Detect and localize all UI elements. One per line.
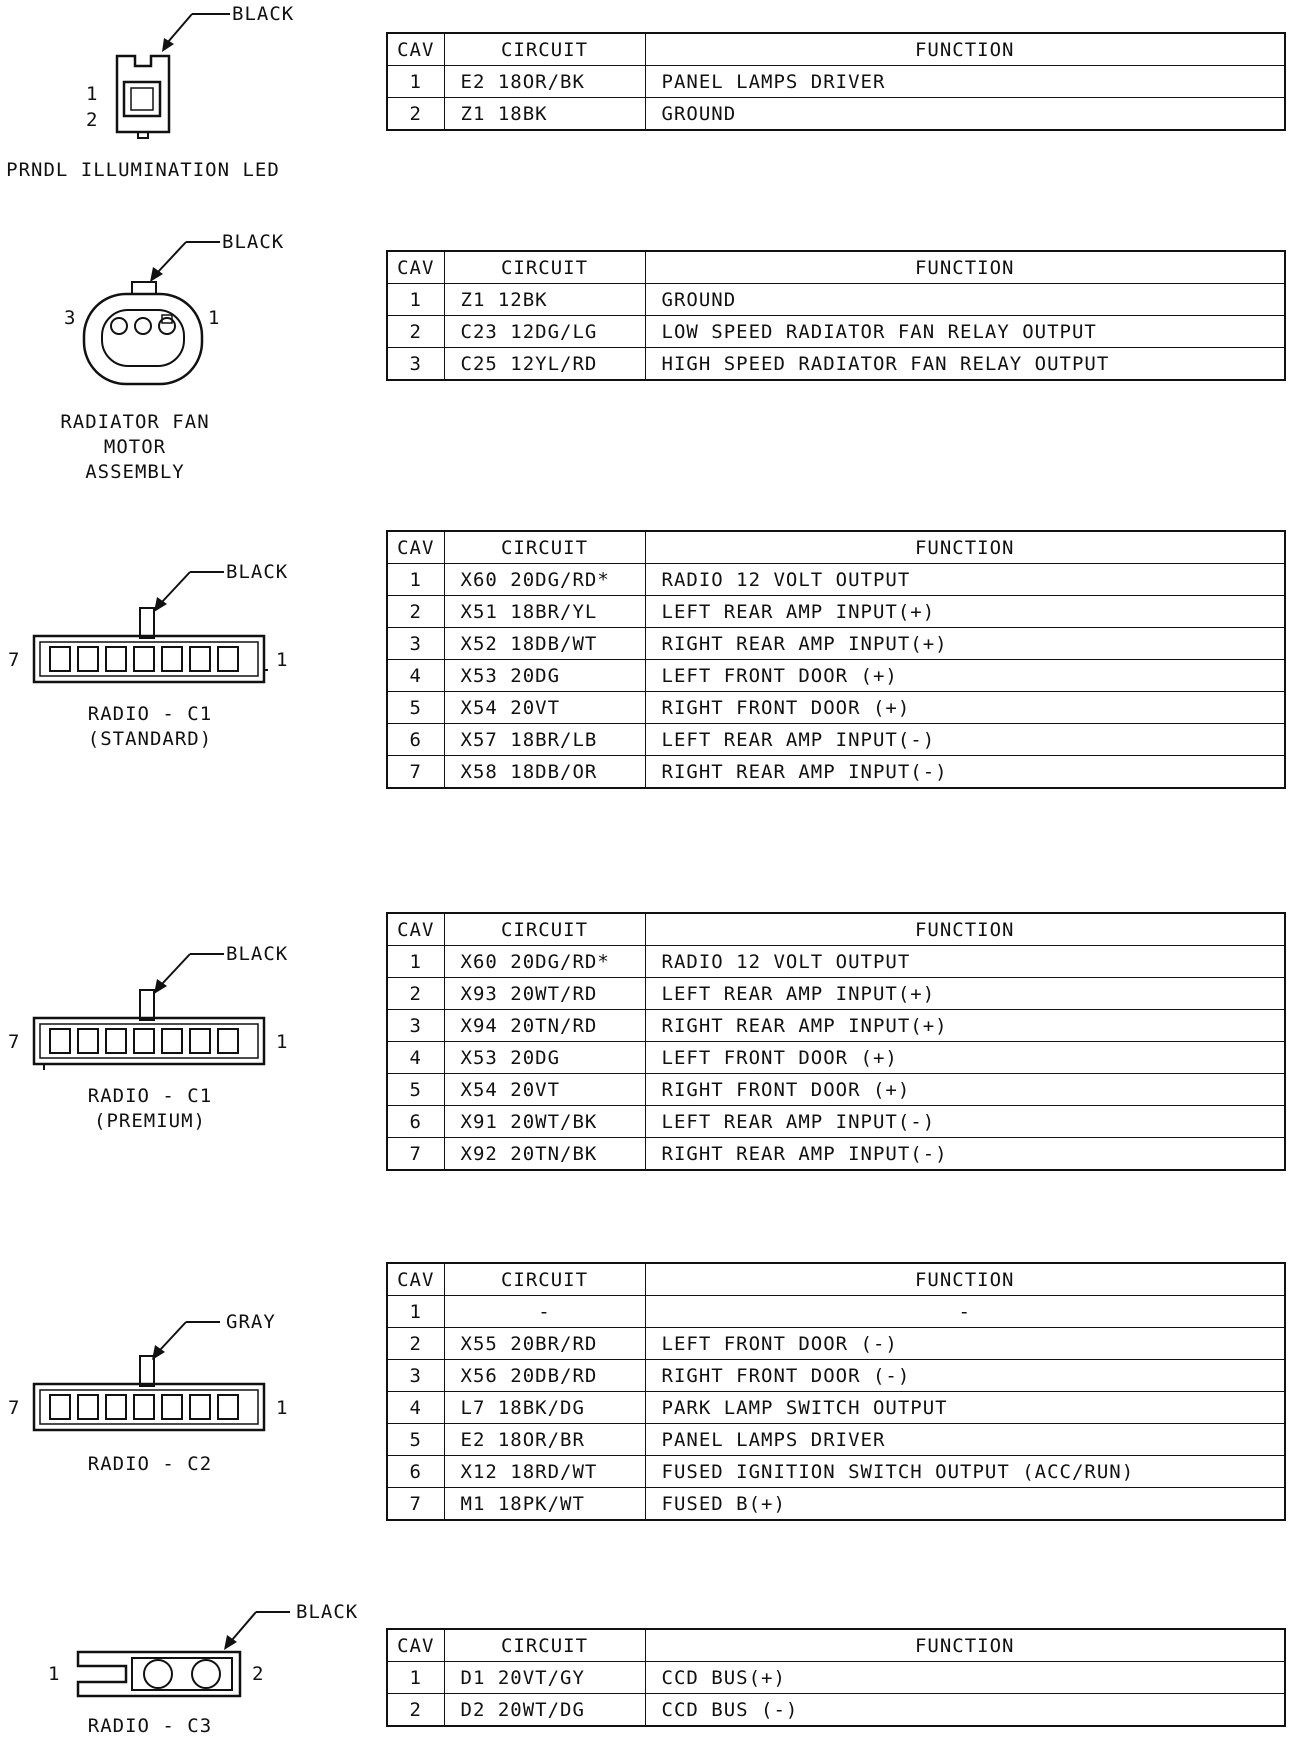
table-row	[387, 756, 1285, 789]
table-header-row	[387, 251, 1285, 284]
circuit-cell: X57 18BR/LB	[444, 724, 645, 756]
cav-cell: 4	[387, 1392, 444, 1424]
cav-cell: 2	[387, 978, 444, 1010]
radio-c1-premium-connector-name: RADIO - C1 (PREMIUM)	[87, 1085, 213, 1132]
table-row	[387, 946, 1285, 978]
radiator-fan-pin-3: 3	[64, 307, 77, 329]
circuit-cell: E2 18OR/BR	[444, 1424, 645, 1456]
radio-c2-pin-7: 7	[8, 1397, 21, 1419]
table-row	[387, 1328, 1285, 1360]
radio-c2-pin-1: 1	[276, 1397, 289, 1419]
radio-c3-pin-table	[386, 1628, 1286, 1727]
circuit-cell: L7 18BK/DG	[444, 1392, 645, 1424]
cav-header: CAV	[387, 251, 444, 284]
function-header: FUNCTION	[645, 1629, 1285, 1662]
circuit-cell: X58 18DB/OR	[444, 756, 645, 789]
table-row	[387, 564, 1285, 596]
circuit-cell: X12 18RD/WT	[444, 1456, 645, 1488]
circuit-cell: X54 20VT	[444, 1074, 645, 1106]
table-header-row	[387, 1263, 1285, 1296]
cav-cell: 3	[387, 628, 444, 660]
table-row	[387, 66, 1285, 98]
cav-header: CAV	[387, 1629, 444, 1662]
radio-c2-pin-table	[386, 1262, 1286, 1521]
circuit-cell: X60 20DG/RD*	[444, 946, 645, 978]
circuit-cell: X93 20WT/RD	[444, 978, 645, 1010]
table-row	[387, 1296, 1285, 1328]
function-cell: LOW SPEED RADIATOR FAN RELAY OUTPUT	[645, 316, 1285, 348]
table-row	[387, 1488, 1285, 1521]
cav-cell: 5	[387, 1074, 444, 1106]
connector-radiator-fan	[0, 220, 1312, 490]
function-cell: PANEL LAMPS DRIVER	[645, 1424, 1285, 1456]
radio-c2-color-label: GRAY	[226, 1311, 276, 1333]
connector-radio-c1-standard	[0, 530, 1312, 830]
connector-prndl-led	[0, 0, 1312, 200]
table-row	[387, 1106, 1285, 1138]
radio-c2-connector-name: RADIO - C2	[87, 1453, 213, 1475]
cav-cell: 1	[387, 1662, 444, 1694]
cav-cell: 3	[387, 1010, 444, 1042]
cav-cell: 6	[387, 724, 444, 756]
circuit-cell: X92 20TN/BK	[444, 1138, 645, 1171]
circuit-cell: Z1 12BK	[444, 284, 645, 316]
function-cell: PARK LAMP SWITCH OUTPUT	[645, 1392, 1285, 1424]
function-header: FUNCTION	[645, 531, 1285, 564]
table-row	[387, 1392, 1285, 1424]
circuit-header: CIRCUIT	[444, 1263, 645, 1296]
cav-cell: 2	[387, 1694, 444, 1727]
cav-cell: 1	[387, 284, 444, 316]
table-row	[387, 628, 1285, 660]
table-header-row	[387, 531, 1285, 564]
circuit-cell: Z1 18BK	[444, 98, 645, 131]
radio-c1-premium-pin-7: 7	[8, 1031, 21, 1053]
cav-header: CAV	[387, 913, 444, 946]
function-cell: RIGHT FRONT DOOR (+)	[645, 692, 1285, 724]
radio-c3-color-label: BLACK	[296, 1601, 359, 1623]
prndl-pin-1: 1	[86, 83, 99, 105]
table-row	[387, 284, 1285, 316]
connector-radio-c1-premium	[0, 912, 1312, 1212]
table-row	[387, 660, 1285, 692]
circuit-cell: C25 12YL/RD	[444, 348, 645, 381]
function-cell: LEFT FRONT DOOR (-)	[645, 1328, 1285, 1360]
function-cell: GROUND	[645, 98, 1285, 131]
function-cell: -	[645, 1296, 1285, 1328]
function-header: FUNCTION	[645, 33, 1285, 66]
function-cell: RIGHT FRONT DOOR (-)	[645, 1360, 1285, 1392]
table-row	[387, 1042, 1285, 1074]
circuit-header: CIRCUIT	[444, 251, 645, 284]
cav-cell: 6	[387, 1456, 444, 1488]
function-cell: RIGHT REAR AMP INPUT(-)	[645, 1138, 1285, 1171]
radio-c3-connector-name: RADIO - C3	[87, 1715, 213, 1737]
cav-cell: 2	[387, 1328, 444, 1360]
table-row	[387, 98, 1285, 131]
radiator-fan-connector-name: RADIATOR FAN MOTOR ASSEMBLY	[60, 411, 210, 483]
circuit-cell: X53 20DG	[444, 1042, 645, 1074]
circuit-cell: X91 20WT/BK	[444, 1106, 645, 1138]
radio-c1-premium-color-label: BLACK	[226, 943, 289, 965]
circuit-cell: X55 20BR/RD	[444, 1328, 645, 1360]
table-row	[387, 1424, 1285, 1456]
table-header-row	[387, 33, 1285, 66]
cav-cell: 1	[387, 564, 444, 596]
table-row	[387, 978, 1285, 1010]
circuit-cell: X51 18BR/YL	[444, 596, 645, 628]
table-row	[387, 1662, 1285, 1694]
circuit-header: CIRCUIT	[444, 1629, 645, 1662]
function-cell: CCD BUS (-)	[645, 1694, 1285, 1727]
radio-c1-standard-pin-table	[386, 530, 1286, 789]
function-cell: LEFT REAR AMP INPUT(-)	[645, 724, 1285, 756]
table-row	[387, 1360, 1285, 1392]
cav-cell: 2	[387, 316, 444, 348]
function-cell: RIGHT REAR AMP INPUT(+)	[645, 1010, 1285, 1042]
function-cell: CCD BUS(+)	[645, 1662, 1285, 1694]
function-cell: FUSED IGNITION SWITCH OUTPUT (ACC/RUN)	[645, 1456, 1285, 1488]
circuit-header: CIRCUIT	[444, 33, 645, 66]
function-header: FUNCTION	[645, 251, 1285, 284]
cav-header: CAV	[387, 33, 444, 66]
function-cell: FUSED B(+)	[645, 1488, 1285, 1521]
function-cell: RADIO 12 VOLT OUTPUT	[645, 946, 1285, 978]
function-cell: LEFT REAR AMP INPUT(-)	[645, 1106, 1285, 1138]
cav-cell: 7	[387, 1138, 444, 1171]
radio-c1-premium-pin-table	[386, 912, 1286, 1171]
cav-cell: 1	[387, 946, 444, 978]
table-header-row	[387, 913, 1285, 946]
circuit-header: CIRCUIT	[444, 913, 645, 946]
function-header: FUNCTION	[645, 1263, 1285, 1296]
table-row	[387, 692, 1285, 724]
circuit-cell: X54 20VT	[444, 692, 645, 724]
cav-cell: 4	[387, 660, 444, 692]
circuit-cell: D2 20WT/DG	[444, 1694, 645, 1727]
cav-cell: 3	[387, 1360, 444, 1392]
function-cell: LEFT REAR AMP INPUT(+)	[645, 596, 1285, 628]
cav-cell: 3	[387, 348, 444, 381]
circuit-cell: E2 18OR/BK	[444, 66, 645, 98]
prndl-pin-2: 2	[86, 109, 99, 131]
prndl-pin-table	[386, 32, 1286, 131]
connector-radio-c2	[0, 1262, 1312, 1562]
cav-cell: 7	[387, 1488, 444, 1521]
circuit-cell: D1 20VT/GY	[444, 1662, 645, 1694]
radio-c1-standard-connector-name: RADIO - C1 (STANDARD)	[87, 703, 213, 750]
callout-arrow-icon	[162, 38, 174, 52]
function-cell: GROUND	[645, 284, 1285, 316]
circuit-cell: C23 12DG/LG	[444, 316, 645, 348]
function-header: FUNCTION	[645, 913, 1285, 946]
table-row	[387, 724, 1285, 756]
cav-cell: 6	[387, 1106, 444, 1138]
circuit-cell: X94 20TN/RD	[444, 1010, 645, 1042]
cav-cell: 5	[387, 692, 444, 724]
prndl-color-label: BLACK	[232, 3, 295, 25]
function-cell: RADIO 12 VOLT OUTPUT	[645, 564, 1285, 596]
circuit-cell: -	[444, 1296, 645, 1328]
radiator-fan-color-label: BLACK	[222, 231, 285, 253]
circuit-cell: M1 18PK/WT	[444, 1488, 645, 1521]
cav-cell: 4	[387, 1042, 444, 1074]
radiator-fan-pin-1: 1	[208, 307, 221, 329]
table-row	[387, 596, 1285, 628]
connector-radio-c3	[0, 1600, 1312, 1744]
function-cell: HIGH SPEED RADIATOR FAN RELAY OUTPUT	[645, 348, 1285, 381]
prndl-connector-name: PRNDL ILLUMINATION LED	[6, 159, 280, 181]
circuit-cell: X56 20DB/RD	[444, 1360, 645, 1392]
function-cell: PANEL LAMPS DRIVER	[645, 66, 1285, 98]
radio-c1-standard-pin-1: 1	[276, 649, 289, 671]
table-row	[387, 1456, 1285, 1488]
circuit-cell: X52 18DB/WT	[444, 628, 645, 660]
function-cell: RIGHT FRONT DOOR (+)	[645, 1074, 1285, 1106]
radiator-fan-pin-table	[386, 250, 1286, 381]
cav-cell: 2	[387, 596, 444, 628]
radio-c1-standard-pin-7: 7	[8, 649, 21, 671]
cav-cell: 5	[387, 1424, 444, 1456]
radio-c1-premium-pin-1: 1	[276, 1031, 289, 1053]
table-row	[387, 1694, 1285, 1727]
function-cell: RIGHT REAR AMP INPUT(+)	[645, 628, 1285, 660]
table-row	[387, 1074, 1285, 1106]
cav-cell: 7	[387, 756, 444, 789]
function-cell: LEFT FRONT DOOR (+)	[645, 1042, 1285, 1074]
table-row	[387, 316, 1285, 348]
cav-header: CAV	[387, 531, 444, 564]
table-header-row	[387, 1629, 1285, 1662]
cav-header: CAV	[387, 1263, 444, 1296]
table-row	[387, 1010, 1285, 1042]
function-cell: LEFT REAR AMP INPUT(+)	[645, 978, 1285, 1010]
function-cell: LEFT FRONT DOOR (+)	[645, 660, 1285, 692]
circuit-header: CIRCUIT	[444, 531, 645, 564]
function-cell: RIGHT REAR AMP INPUT(-)	[645, 756, 1285, 789]
radio-c1-standard-color-label: BLACK	[226, 561, 289, 583]
cav-cell: 2	[387, 98, 444, 131]
radio-c3-pin-1: 1	[48, 1663, 61, 1685]
cav-cell: 1	[387, 66, 444, 98]
circuit-cell: X60 20DG/RD*	[444, 564, 645, 596]
circuit-cell: X53 20DG	[444, 660, 645, 692]
cav-cell: 1	[387, 1296, 444, 1328]
table-row	[387, 1138, 1285, 1171]
table-row	[387, 348, 1285, 381]
radio-c3-pin-2: 2	[252, 1663, 265, 1685]
